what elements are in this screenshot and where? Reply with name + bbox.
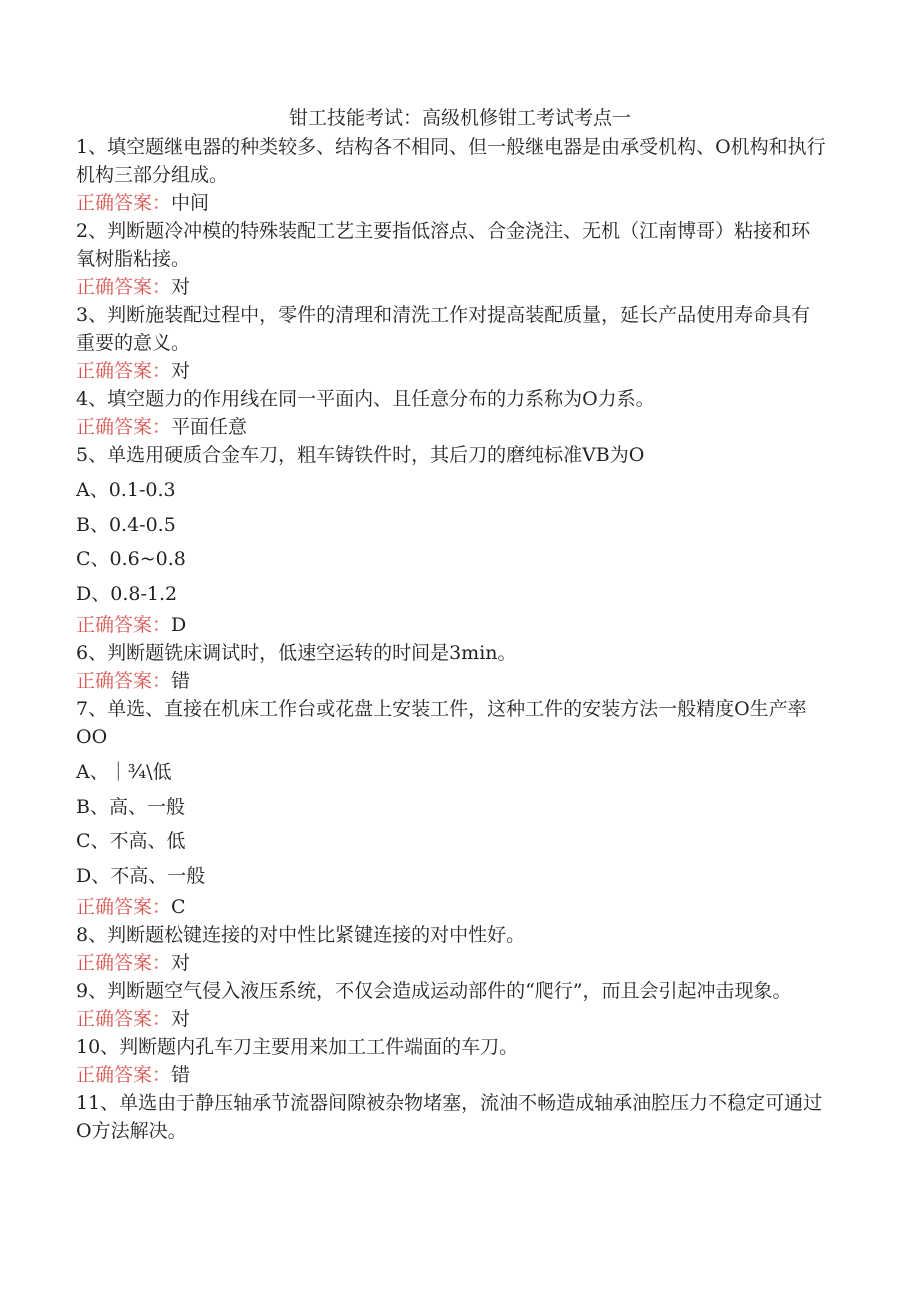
- question-text: 5、单选用硬质合金车刀，粗车铸铁件时，其后刀的磨纯标准VB为O: [76, 444, 645, 466]
- option-c: C、不高、低: [76, 830, 186, 852]
- question-text: 4、填空题力的作用线在同一平面内、且任意分布的力系称为O力系。: [76, 388, 655, 410]
- answer-line: [76, 1005, 826, 1033]
- answer-value: C: [171, 896, 186, 918]
- answer-line: [76, 413, 826, 441]
- answer-value: 对: [171, 952, 191, 974]
- option-a: A、0.1-0.3: [76, 479, 176, 501]
- question-text: 1、填空题继电器的种类较多、结构各不相同、但一般继电器是由承受机构、O机构和执行机构三部分组成。: [76, 136, 826, 186]
- answer-value: D: [171, 614, 187, 636]
- answer-label: 正确答案：: [76, 670, 172, 692]
- question-text: 6、判断题铣床调试时，低速空运转的时间是3min。: [76, 642, 517, 664]
- question-text: 3、判断施装配过程中，零件的清理和清洗工作对提高装配质量，延长产品使用寿命具有重要的意义。: [76, 304, 811, 354]
- answer-line: [76, 273, 826, 301]
- answer-line: [76, 1061, 826, 1089]
- option-a: A、｜¾\低: [76, 761, 172, 783]
- answer-label: 正确答案：: [76, 276, 172, 298]
- answer-label: 正确答案：: [76, 614, 172, 636]
- answer-value: 对: [171, 1008, 191, 1030]
- answer-value: 平面任意: [171, 416, 248, 438]
- question-list: [76, 133, 826, 1145]
- answer-line: [76, 893, 826, 921]
- question-text: 7、单选、直接在机床工作台或花盘上安装工件，这种工件的安装方法一般精度O生产率OO: [76, 698, 807, 748]
- question-text: 11、单选由于静压轴承节流器间隙被杂物堵塞，流油不畅造成轴承油腔压力不稳定可通过O方法解决。: [76, 1092, 823, 1142]
- answer-label: 正确答案：: [76, 952, 172, 974]
- answer-line: [76, 667, 826, 695]
- answer-label: 正确答案：: [76, 896, 172, 918]
- answer-value: 对: [171, 360, 191, 382]
- question-text: 9、判断题空气侵入液压系统，不仅会造成运动部件的“爬行”，而且会引起冲击现象。: [76, 980, 792, 1002]
- answer-label: 正确答案：: [76, 1064, 172, 1086]
- option-b: B、0.4-0.5: [76, 513, 176, 536]
- answer-value: 错: [171, 670, 191, 692]
- question-text: 10、判断题内孔车刀主要用来加工工件端面的车刀。: [76, 1036, 519, 1058]
- option-d: D、不高、一般: [76, 864, 206, 887]
- answer-line: [76, 189, 826, 217]
- document-title: 钳工技能考试：高级机修钳工考试考点一: [288, 107, 631, 129]
- question-text: 2、判断题冷冲模的特殊装配工艺主要指低溶点、合金浇注、无机（江南博哥）粘接和环氧树脂粘接。: [76, 220, 811, 270]
- answer-line: [76, 357, 826, 385]
- answer-label: 正确答案：: [76, 360, 172, 382]
- answer-line: [76, 949, 826, 977]
- answer-value: 错: [171, 1064, 191, 1086]
- answer-label: 正确答案：: [76, 1008, 172, 1030]
- option-c: C、0.6~0.8: [76, 548, 186, 570]
- answer-value: 中间: [171, 192, 210, 214]
- answer-value: 对: [171, 276, 191, 298]
- answer-label: 正确答案：: [76, 192, 172, 214]
- answer-line: [76, 611, 826, 639]
- answer-label: 正确答案：: [76, 416, 172, 438]
- option-b: B、高、一般: [76, 795, 185, 818]
- question-text: 8、判断题松键连接的对中性比紧键连接的对中性好。: [76, 924, 526, 946]
- option-d: D、0.8-1.2: [76, 582, 178, 605]
